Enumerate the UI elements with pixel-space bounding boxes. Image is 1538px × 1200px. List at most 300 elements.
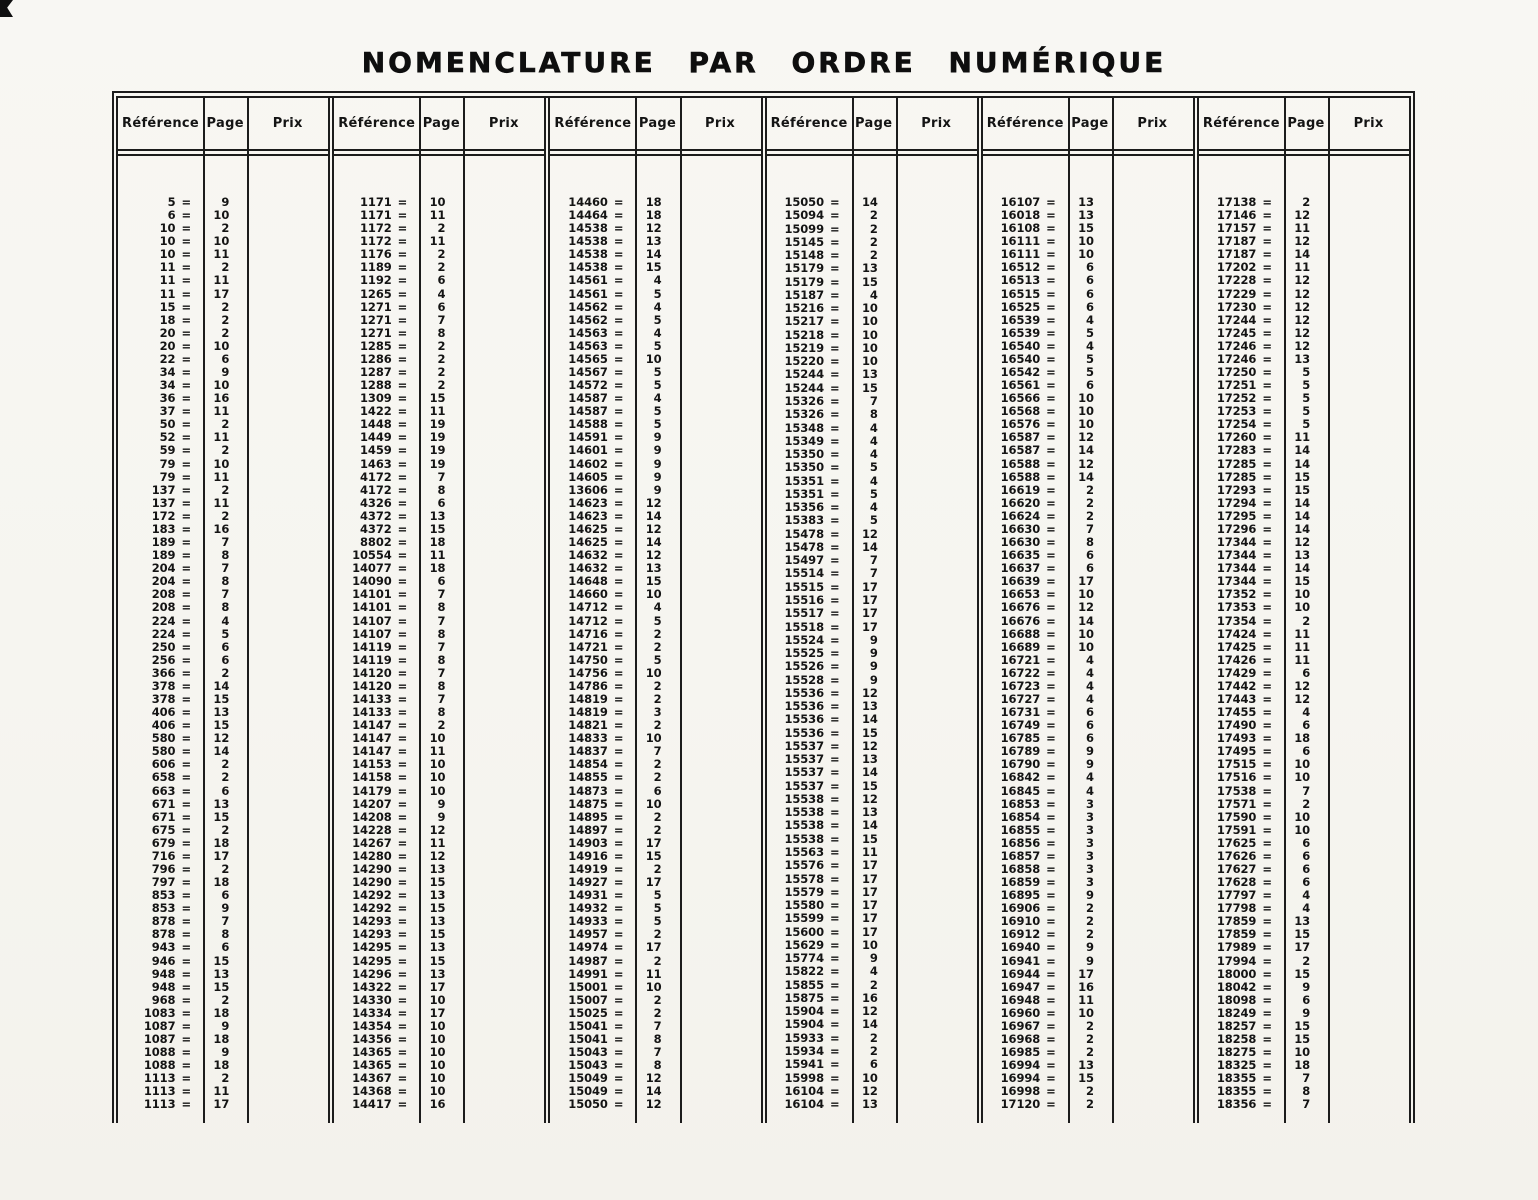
- table-row: [550, 693, 760, 705]
- page-value: 13: [1078, 195, 1094, 209]
- page-value: 14: [213, 678, 230, 693]
- equals-sign: =: [829, 805, 839, 820]
- page-value: 16: [1078, 979, 1094, 994]
- table-row: [118, 431, 328, 443]
- reference-cell: [1199, 680, 1284, 692]
- reference-cell: [1199, 667, 1284, 679]
- equals-sign: =: [613, 417, 623, 432]
- equals-sign: =: [829, 407, 839, 422]
- equals-sign: =: [397, 1097, 407, 1112]
- reference-cell: [118, 654, 203, 666]
- page-value: 2: [1086, 1032, 1094, 1046]
- page-value: 6: [221, 783, 230, 798]
- table-row: [118, 301, 328, 313]
- reference-value: 14147: [352, 718, 392, 733]
- equals-sign: =: [1262, 391, 1271, 406]
- column-header-prix: Prix: [272, 116, 303, 131]
- reference-value: 15348: [784, 420, 824, 435]
- page-value: 11: [213, 1084, 230, 1099]
- reference-cell: [1199, 902, 1284, 914]
- reference-cell: [767, 674, 852, 686]
- reference-cell: [767, 607, 852, 619]
- reference-value: 15351: [784, 486, 824, 501]
- reference-cell: [550, 758, 635, 770]
- table-row: [983, 340, 1193, 352]
- reference-cell: [1199, 941, 1284, 953]
- reference-value: 16512: [1000, 260, 1041, 275]
- page-value: 6: [1302, 861, 1311, 876]
- reference-value: 15537: [784, 738, 824, 753]
- table-row: [334, 418, 544, 430]
- reference-cell: [118, 771, 203, 783]
- page-value: 15: [429, 953, 446, 968]
- reference-value: 14572: [568, 378, 608, 393]
- equals-sign: =: [1046, 678, 1055, 693]
- page-value: 9: [221, 365, 230, 380]
- page-value: 6: [221, 351, 230, 366]
- reference-cell: [118, 719, 203, 731]
- reference-value: 14290: [352, 875, 392, 890]
- equals-sign: =: [613, 940, 623, 955]
- page-value: 9: [653, 456, 662, 471]
- reference-value: 17245: [1216, 325, 1257, 340]
- reference-value: 15538: [784, 805, 824, 820]
- equals-sign: =: [613, 875, 623, 890]
- equals-sign: =: [829, 659, 839, 674]
- page-value: 3: [1086, 848, 1094, 863]
- column-header-prix: Prix: [1353, 116, 1384, 131]
- reference-value: 16568: [1000, 404, 1041, 419]
- equals-sign: =: [181, 626, 191, 641]
- table-row: [1199, 418, 1409, 430]
- reference-value: 15478: [784, 526, 824, 541]
- page-value: 7: [437, 469, 446, 484]
- equals-sign: =: [613, 574, 623, 589]
- reference-value: 14133: [352, 691, 392, 706]
- table-row: [983, 536, 1193, 548]
- page-value: 11: [1294, 626, 1311, 641]
- table-row: [550, 745, 760, 757]
- equals-sign: =: [1046, 195, 1055, 209]
- reference-cell: [1199, 562, 1284, 574]
- page-value: 10: [861, 340, 878, 355]
- reference-value: 10554: [352, 548, 392, 563]
- page-value: 9: [1302, 1005, 1311, 1020]
- reference-value: 36: [159, 391, 176, 406]
- table-row: [767, 289, 977, 301]
- equals-sign: =: [829, 221, 839, 236]
- reference-cell: [1199, 1007, 1284, 1019]
- page-value: 14: [1294, 561, 1311, 576]
- table-row: [983, 471, 1193, 483]
- page-value: 2: [1302, 613, 1311, 628]
- table-row: [550, 732, 760, 744]
- page-value: 10: [861, 354, 878, 369]
- reference-cell: [118, 536, 203, 548]
- reference-value: 17859: [1216, 914, 1257, 929]
- reference-value: 16576: [1000, 417, 1041, 432]
- page-value: 11: [213, 404, 230, 419]
- reference-value: 15050: [784, 195, 824, 209]
- table-row: [550, 719, 760, 731]
- page-value: 5: [1086, 365, 1094, 380]
- page-value: 10: [429, 1058, 446, 1073]
- page-value: 9: [1086, 888, 1094, 903]
- equals-sign: =: [613, 325, 623, 340]
- page-value: 17: [861, 911, 878, 926]
- reference-value: 15563: [784, 845, 824, 860]
- column-header-page: Page: [1071, 116, 1109, 131]
- page-value: 5: [653, 914, 662, 929]
- page-value: 13: [861, 261, 878, 276]
- table-row: [550, 955, 760, 967]
- equals-sign: =: [397, 770, 407, 785]
- reference-cell: [334, 1020, 419, 1032]
- reference-cell: [1199, 431, 1284, 443]
- equals-sign: =: [613, 1032, 623, 1046]
- table-row: [983, 955, 1193, 967]
- page-value: 6: [1302, 835, 1311, 850]
- page-value: 2: [1086, 1084, 1094, 1099]
- table-row: [118, 588, 328, 600]
- reference-value: 4172: [360, 482, 392, 497]
- table-row: [550, 274, 760, 286]
- table-row: [983, 235, 1193, 247]
- reference-cell: [1199, 458, 1284, 470]
- reference-value: 580: [151, 731, 176, 746]
- table-group-6: [1193, 98, 1409, 1123]
- table-row: [118, 863, 328, 875]
- reference-value: 17344: [1216, 535, 1257, 550]
- reference-value: 16566: [1000, 391, 1041, 406]
- reference-value: 15244: [784, 367, 824, 382]
- table-row: [983, 248, 1193, 260]
- reference-value: 1309: [360, 391, 392, 406]
- table-row: [767, 687, 977, 699]
- table-row: [550, 431, 760, 443]
- equals-sign: =: [613, 1018, 623, 1033]
- reference-value: 1176: [360, 247, 392, 262]
- reference-value: 16859: [1000, 875, 1041, 890]
- reference-value: 15904: [784, 1004, 824, 1019]
- equals-sign: =: [1262, 861, 1271, 876]
- table-row: [334, 327, 544, 339]
- equals-sign: =: [829, 646, 839, 661]
- reference-cell: [767, 979, 852, 991]
- reference-value: 853: [151, 901, 176, 916]
- page-value: 2: [437, 351, 446, 366]
- page-value: 17: [861, 898, 878, 913]
- page-value: 17: [429, 979, 446, 994]
- reference-cell: [1199, 981, 1284, 993]
- reference-value: 14565: [568, 351, 608, 366]
- reference-cell: [118, 301, 203, 313]
- reference-cell: [983, 314, 1068, 326]
- page-value: 11: [213, 430, 230, 445]
- table-row: [767, 873, 977, 885]
- reference-cell: [767, 621, 852, 633]
- equals-sign: =: [1262, 338, 1271, 353]
- reference-cell: [118, 484, 203, 496]
- equals-sign: =: [181, 1058, 191, 1073]
- equals-sign: =: [397, 835, 407, 850]
- reference-value: 17425: [1216, 639, 1257, 654]
- page-value: 6: [1086, 286, 1094, 301]
- equals-sign: =: [181, 195, 191, 209]
- page-value: 5: [653, 417, 662, 432]
- table-row: [334, 628, 544, 640]
- page-value: 2: [653, 822, 662, 837]
- page-value: 8: [653, 1032, 662, 1046]
- reference-cell: [1199, 366, 1284, 378]
- reference-value: 14933: [568, 914, 608, 929]
- reference-cell: [550, 340, 635, 352]
- reference-cell: [983, 798, 1068, 810]
- equals-sign: =: [1262, 809, 1271, 824]
- reference-cell: [550, 209, 635, 221]
- page-value: 15: [1078, 1071, 1094, 1086]
- table-row: [1199, 405, 1409, 417]
- equals-sign: =: [397, 299, 407, 314]
- reference-value: 14588: [568, 417, 608, 432]
- equals-sign: =: [1262, 1058, 1271, 1073]
- equals-sign: =: [1262, 639, 1271, 654]
- reference-cell: [767, 1045, 852, 1057]
- page-value: 2: [653, 691, 662, 706]
- page-value: 14: [861, 818, 878, 833]
- reference-cell: [767, 926, 852, 938]
- page-value: 10: [429, 195, 446, 209]
- table-row: [550, 314, 760, 326]
- reference-value: 17254: [1216, 417, 1257, 432]
- table-row: [767, 236, 977, 248]
- table-row: [1199, 562, 1409, 574]
- equals-sign: =: [1046, 992, 1055, 1007]
- page-value: 11: [861, 845, 878, 860]
- equals-sign: =: [1262, 744, 1271, 759]
- page-value: 7: [869, 553, 878, 568]
- page-value: 2: [869, 1030, 878, 1045]
- reference-cell: [767, 992, 852, 1004]
- page-value: 9: [869, 672, 878, 687]
- reference-value: 15536: [784, 725, 824, 740]
- page-value: 5: [653, 652, 662, 667]
- equals-sign: =: [613, 443, 623, 458]
- table-row: [550, 615, 760, 627]
- reference-cell: [118, 915, 203, 927]
- table-row: [1199, 1072, 1409, 1084]
- table-row: [983, 444, 1193, 456]
- table-row: [1199, 444, 1409, 456]
- reference-value: 14819: [568, 691, 608, 706]
- equals-sign: =: [181, 299, 191, 314]
- reference-cell: [1199, 523, 1284, 535]
- equals-sign: =: [181, 848, 191, 863]
- equals-sign: =: [1262, 299, 1271, 314]
- table-row: [1199, 301, 1409, 313]
- page-value: 18: [645, 208, 662, 223]
- equals-sign: =: [397, 1058, 407, 1073]
- equals-sign: =: [181, 940, 191, 955]
- equals-sign: =: [613, 195, 623, 209]
- table-row: [983, 837, 1193, 849]
- reference-cell: [118, 235, 203, 247]
- table-row: [118, 745, 328, 757]
- page-value: 4: [1086, 665, 1094, 680]
- reference-cell: [767, 567, 852, 579]
- reference-value: 20: [159, 338, 176, 353]
- page-value: 16: [429, 1097, 446, 1112]
- table-group-4: [761, 98, 977, 1123]
- reference-cell: [983, 968, 1068, 980]
- equals-sign: =: [829, 500, 839, 515]
- reference-cell: [1199, 876, 1284, 888]
- table-row: [767, 846, 977, 858]
- page-value: 2: [869, 234, 878, 249]
- column-divider: [463, 98, 465, 1123]
- reference-value: 671: [151, 796, 176, 811]
- page-value: 13: [429, 914, 446, 929]
- nomenclature-table: [112, 91, 1415, 1123]
- table-row: [550, 928, 760, 940]
- table-row: [118, 1046, 328, 1058]
- reference-value: 16630: [1000, 521, 1041, 536]
- reference-value: 16857: [1000, 848, 1041, 863]
- equals-sign: =: [829, 433, 839, 448]
- reference-cell: [550, 444, 635, 456]
- reference-cell: [550, 928, 635, 940]
- equals-sign: =: [1046, 404, 1055, 419]
- page-value: 5: [1302, 365, 1311, 380]
- reference-value: 15576: [784, 858, 824, 873]
- equals-sign: =: [1046, 1005, 1055, 1020]
- equals-sign: =: [181, 600, 191, 615]
- reference-cell: [334, 994, 419, 1006]
- table-row: [118, 536, 328, 548]
- reference-value: 406: [151, 718, 176, 733]
- reference-value: 1087: [143, 1032, 176, 1046]
- reference-cell: [767, 581, 852, 593]
- page-value: 5: [1302, 404, 1311, 419]
- table-row: [550, 301, 760, 313]
- equals-sign: =: [181, 770, 191, 785]
- reference-value: 15525: [784, 646, 824, 661]
- table-row: [983, 588, 1193, 600]
- equals-sign: =: [829, 778, 839, 793]
- page-value: 9: [437, 809, 446, 824]
- reference-value: 15001: [568, 979, 608, 994]
- page-value: 4: [869, 447, 878, 462]
- page-value: 9: [653, 469, 662, 484]
- table-row: [550, 785, 760, 797]
- reference-cell: [1199, 628, 1284, 640]
- table-row: [334, 968, 544, 980]
- page-value: 2: [437, 718, 446, 733]
- reference-cell: [118, 706, 203, 718]
- table-row: [118, 798, 328, 810]
- reference-cell: [550, 471, 635, 483]
- reference-value: 14919: [568, 861, 608, 876]
- reference-value: 16785: [1000, 731, 1041, 746]
- page-value: 13: [1078, 1058, 1094, 1073]
- reference-cell: [550, 680, 635, 692]
- table-row: [334, 1085, 544, 1097]
- table-row: [118, 981, 328, 993]
- reference-cell: [550, 1007, 635, 1019]
- reference-value: 14927: [568, 875, 608, 890]
- table-row: [767, 355, 977, 367]
- equals-sign: =: [1046, 835, 1055, 850]
- page-value: 10: [1078, 626, 1094, 641]
- page-value: 6: [1086, 260, 1094, 275]
- page-value: 2: [653, 953, 662, 968]
- page-value: 6: [221, 940, 230, 955]
- reference-value: 14365: [352, 1058, 392, 1073]
- equals-sign: =: [613, 992, 623, 1007]
- reference-cell: [334, 353, 419, 365]
- page-value: 3: [1086, 809, 1094, 824]
- page-value: 18: [429, 535, 446, 550]
- equals-sign: =: [1262, 312, 1271, 327]
- reference-value: 16853: [1000, 796, 1041, 811]
- page-title: NOMENCLATURE PAR ORDRE NUMÉRIQUE: [361, 46, 1167, 79]
- equals-sign: =: [1046, 809, 1055, 824]
- reference-value: 14712: [568, 613, 608, 628]
- reference-value: 1172: [360, 234, 392, 249]
- page-value: 2: [869, 1044, 878, 1058]
- reference-value: 15998: [784, 1070, 824, 1085]
- page-value: 12: [1294, 325, 1311, 340]
- reference-value: 17344: [1216, 561, 1257, 576]
- reference-value: 17246: [1216, 338, 1257, 353]
- reference-value: 16940: [1000, 940, 1041, 955]
- equals-sign: =: [829, 447, 839, 462]
- reference-cell: [550, 994, 635, 1006]
- equals-sign: =: [613, 691, 623, 706]
- reference-value: 14119: [352, 652, 392, 667]
- page-value: 14: [1078, 443, 1094, 458]
- table-row: [334, 654, 544, 666]
- equals-sign: =: [1262, 1032, 1271, 1046]
- reference-value: 15941: [784, 1057, 824, 1072]
- equals-sign: =: [181, 561, 191, 576]
- equals-sign: =: [829, 937, 839, 952]
- reference-value: 37: [159, 404, 176, 419]
- reference-cell: [550, 745, 635, 757]
- page-value: 8: [437, 626, 446, 641]
- reference-cell: [550, 523, 635, 535]
- equals-sign: =: [1262, 1005, 1271, 1020]
- reference-cell: [118, 641, 203, 653]
- reference-value: 14417: [352, 1097, 392, 1112]
- reference-value: 1113: [143, 1071, 176, 1086]
- page-value: 14: [861, 195, 878, 209]
- table-row: [767, 196, 977, 208]
- equals-sign: =: [181, 966, 191, 981]
- table-row: [1199, 1098, 1409, 1110]
- reference-cell: [1199, 863, 1284, 875]
- page-value: 8: [221, 574, 230, 589]
- reference-value: 204: [151, 574, 176, 589]
- reference-cell: [983, 353, 1068, 365]
- reference-cell: [767, 647, 852, 659]
- equals-sign: =: [181, 613, 191, 628]
- equals-sign: =: [181, 548, 191, 563]
- equals-sign: =: [829, 911, 839, 926]
- page-value: 11: [429, 744, 446, 759]
- reference-cell: [334, 235, 419, 247]
- table-row: [118, 274, 328, 286]
